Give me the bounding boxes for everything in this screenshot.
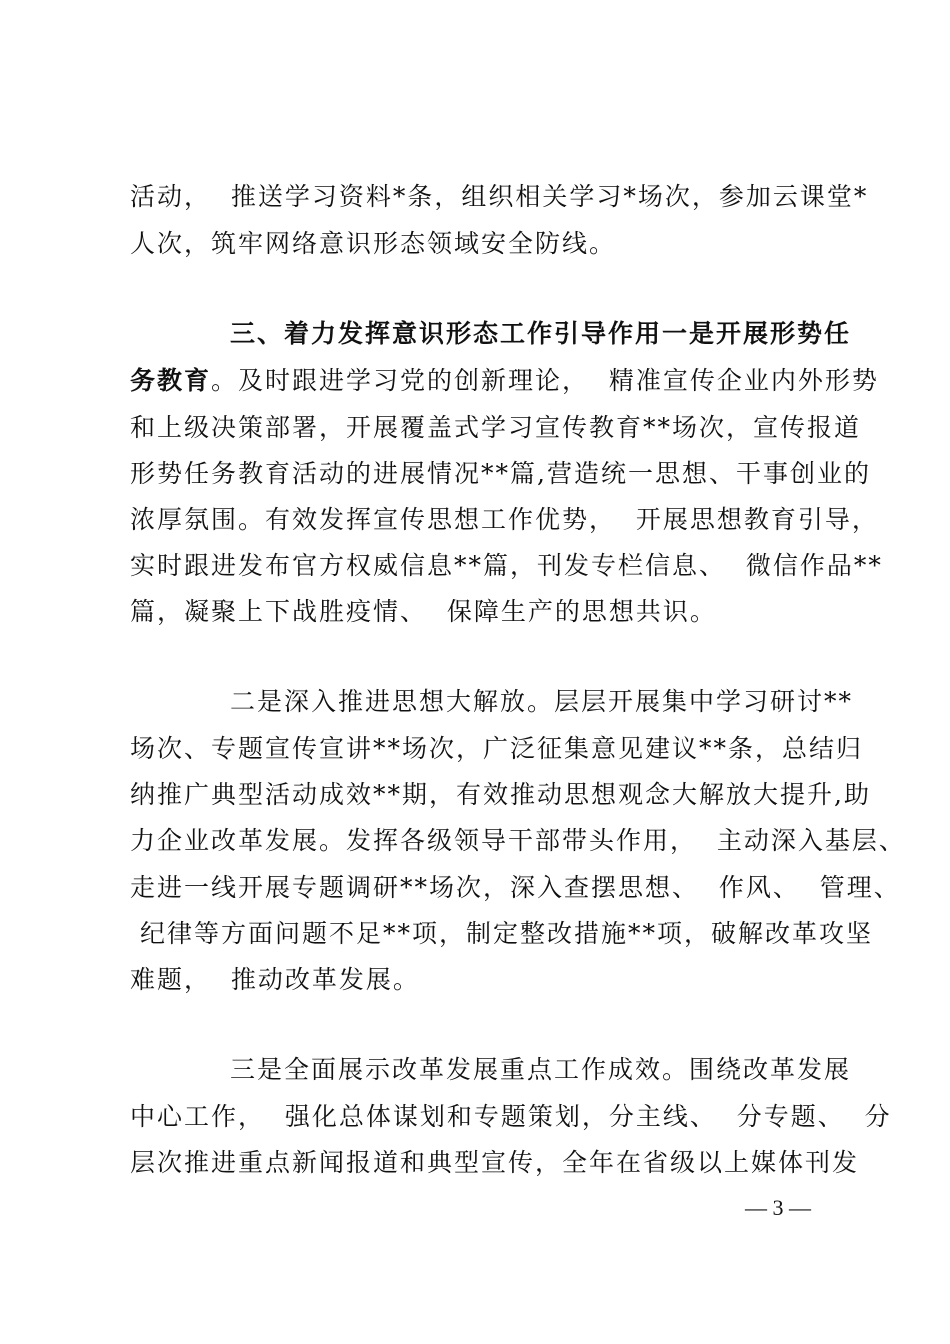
paragraph-3-line-1: 二是深入推进思想大解放。层层开展集中学习研讨** — [230, 687, 854, 716]
paragraph-3-line-6: 纪律等方面问题不足**项，制定整改措施**项，破解改革攻坚 — [130, 919, 873, 948]
paragraph-4-line-3: 层次推进重点新闻报道和典型宣传，全年在省级以上媒体刊发 — [130, 1148, 860, 1177]
paragraph-2-line-6: 篇，凝聚上下战胜疫情、 保障生产的思想共识。 — [130, 597, 717, 626]
paragraph-2-line-5: 实时跟进发布官方权威信息**篇，刊发专栏信息、 微信作品** — [130, 551, 883, 580]
section-heading-line-2 — [130, 364, 879, 398]
paragraph-2-line-3: 形势任务教育活动的进展情况**篇,营造统一思想、干事创业的 — [130, 459, 871, 488]
section-heading-line-1: 三、着力发挥意识形态工作引导作用一是开展形势任 — [230, 319, 852, 348]
paragraph-1-line-2: 人次，筑牢网络意识形态领域安全防线。 — [130, 229, 617, 258]
paragraph-3-line-5: 走进一线开展专题调研**场次，深入查摆思想、 作风、 管理、 — [130, 873, 901, 902]
paragraph-2-line-2: 和上级决策部署，开展覆盖式学习宣传教育**场次，宣传报道 — [130, 413, 862, 442]
paragraph-4-line-1: 三是全面展示改革发展重点工作成效。围绕改革发展 — [230, 1055, 852, 1084]
paragraph-3-line-2: 场次、专题宣传宣讲**场次，广泛征集意见建议**条，总结归 — [130, 734, 864, 763]
paragraph-2-line-1-rest: 。及时跟进学习党的创新理论， 精准宣传企业内外形势 — [211, 366, 879, 395]
paragraph-3-line-3: 纳推广典型活动成效**期，有效推动思想观念大解放大提升,助 — [130, 780, 871, 809]
paragraph-3-line-4: 力企业改革发展。发挥各级领导干部带头作用， 主动深入基层、 — [130, 826, 906, 855]
page-number: — 3 — — [745, 1195, 811, 1220]
paragraph-1-line-1: 活动， 推送学习资料*条，组织相关学习*场次，参加云课堂* — [130, 182, 869, 211]
paragraph-4-line-2: 中心工作， 强化总体谋划和专题策划，分主线、 分专题、 分 — [130, 1102, 892, 1131]
paragraph-2-line-4: 浓厚氛围。有效发挥宣传思想工作优势， 开展思想教育引导， — [130, 505, 879, 534]
section-heading-bold-tail: 务教育 — [130, 366, 212, 395]
paragraph-3-line-7: 难题， 推动改革发展。 — [130, 965, 420, 994]
